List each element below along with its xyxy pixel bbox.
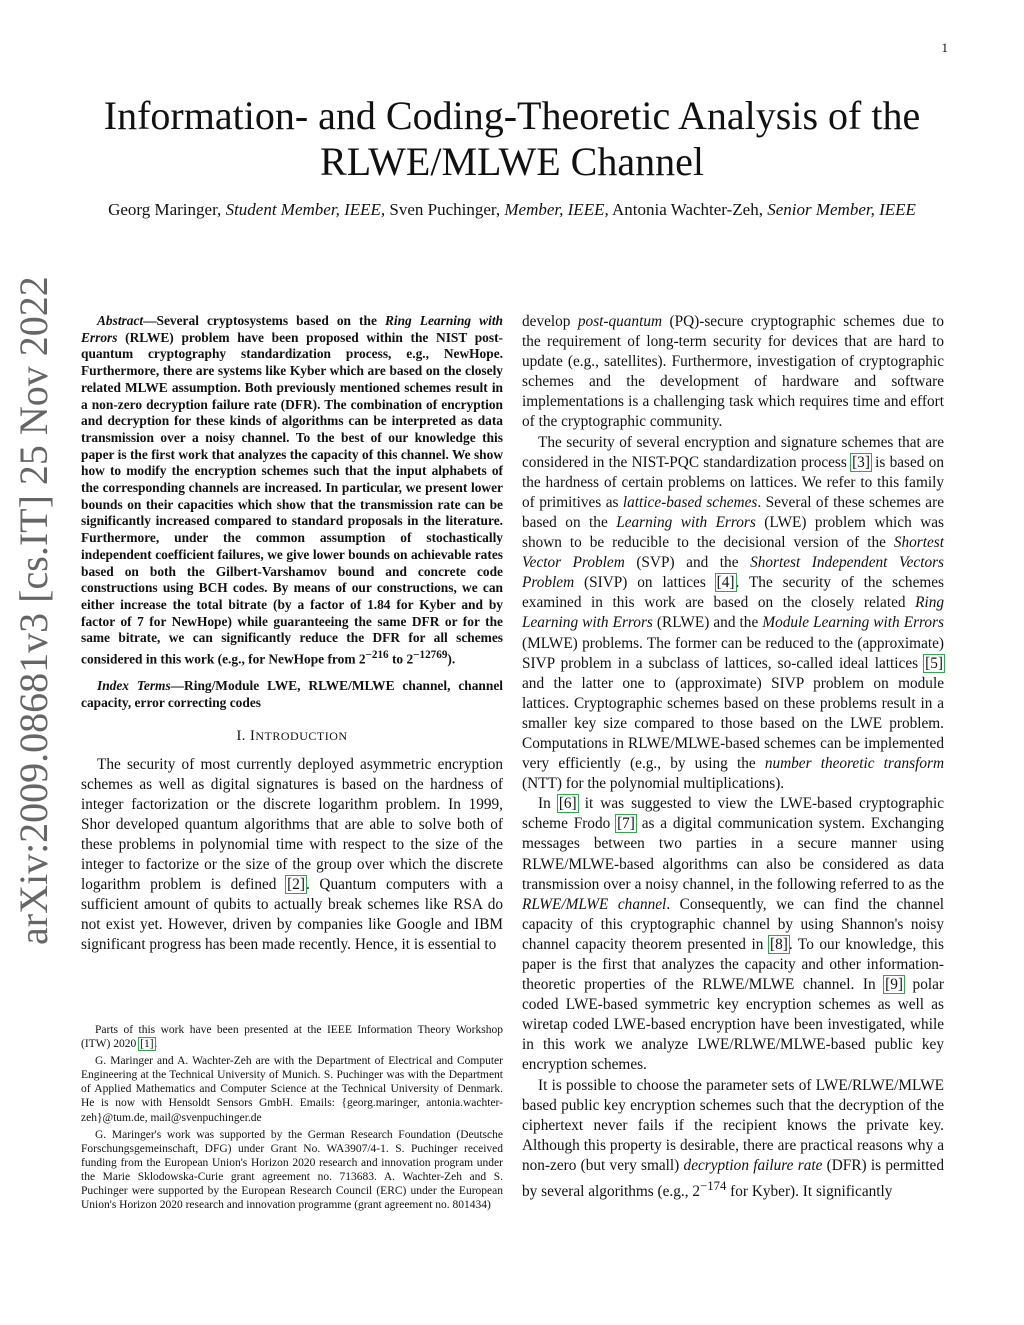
body-text: (RLWE) and the (652, 614, 763, 632)
citation-link[interactable]: [5] (925, 654, 943, 672)
body-text: . Consequently, we can find the channel capacity of this cryptographic channel by using Shannon's noisy channel capacity theorem presented in (522, 895, 944, 953)
section-title-rest: NTRODUCTION (255, 728, 348, 743)
body-text: develop (522, 313, 578, 330)
left-column (81, 313, 503, 956)
section-heading-introduction (81, 728, 503, 745)
index-terms-text: —Ring/Module LWE, RLWE/MLWE channel, channel capacity, error correcting codes (81, 678, 503, 710)
body-paragraph (522, 794, 944, 1075)
arxiv-identifier: arXiv:2009.08681v3 [cs.IT] 25 Nov 2022 (11, 276, 56, 945)
body-text: (SIVP) on lattices (574, 574, 716, 592)
abstract-text: —Several cryptosystems based on the (143, 313, 385, 328)
citation-link[interactable]: [7] (617, 815, 635, 833)
body-text: . To our knowledge, this paper is the first that analyzes the capacity and other information-theoretic properties of the RLWE/MLWE channel. In (522, 935, 944, 994)
body-text: . The security of the schemes examined in this work are based on the closely related (522, 574, 944, 612)
body-emphasis: Module Learning with Errors (762, 614, 944, 632)
citation-link[interactable]: [1] (140, 1038, 154, 1051)
citation-link[interactable]: [3] (852, 453, 870, 471)
body-text: is based on the hardness of certain problems on lattices. We refer to this family of primitives as (522, 453, 944, 511)
author-role: Senior Member, IEEE (767, 200, 916, 219)
body-text: (PQ)-secure cryptographic schemes due to the requirement of long-term security for devices that are hard to update (e.g., satellites). Furthermore, investigation of cryptographic schemes and the development of hardware and software implementations is a challenging task which requires time and effort of the cryptographic community. (522, 313, 944, 431)
paper-title: Information- and Coding-Theoretic Analysis of the RLWE/MLWE Channel (103, 93, 921, 184)
body-text: The security of most currently deployed asymmetric encryption schemes as well as digital signatures is based on the hardness of integer factorization or the discrete logarithm problem. In 1999, Shor developed quantum algorithms that are able to solve both of these problems in polynomial time with respect to the size of the integer to factorize or the size of the group over which the discrete logarithm problem is defined (81, 755, 503, 894)
footnote-text: Parts of this work have been presented at the IEEE Information Theory Workshop (ITW) 2020 (81, 1024, 503, 1051)
body-text: (DFR) is permitted by several algorithms (e.g., 2 (522, 1156, 944, 1201)
abstract-text: ). (447, 651, 456, 667)
author-name: Sven Puchinger, (385, 200, 505, 219)
abstract-exponent: −12769 (413, 649, 448, 662)
intro-paragraph (81, 755, 503, 956)
body-emphasis: Learning with Errors (616, 513, 756, 531)
author-role: Student Member, IEEE, (225, 200, 386, 219)
body-paragraph (522, 1076, 944, 1203)
body-emphasis: Ring Learning with Errors (522, 594, 944, 632)
footnote (81, 1023, 503, 1051)
index-terms (81, 678, 503, 711)
body-text: . Quantum computers with a sufficient amount of qubits to actually break schemes like RSA do not exist yet. However, driven by companies like Google and IBM significant progress has been made recently. Hence, it is essential to (81, 876, 503, 954)
body-exponent: −174 (700, 1179, 727, 1194)
body-emphasis: decryption failure rate (683, 1156, 823, 1174)
body-text: (LWE) problem which was shown to be reducible to the decisional version of the (522, 513, 944, 552)
author-role: Member, IEEE, (504, 200, 609, 219)
body-text: The security of several encryption and signature schemes that are considered in the NIST-PQC standardization process (522, 433, 944, 471)
citation-link[interactable]: [2] (287, 876, 305, 894)
body-emphasis: Shortest Vector Problem (522, 534, 944, 572)
body-emphasis: Shortest Independent Vectors Problem (522, 554, 944, 592)
section-title-initial: I (250, 727, 256, 744)
abstract-emphasis: Ring Learning with Errors (81, 313, 503, 345)
body-text: (SVP) and the (624, 554, 751, 572)
abstract-exponent: −216 (365, 649, 389, 662)
body-emphasis: number theoretic transform (764, 755, 944, 773)
body-text: for Kyber). It significantly (726, 1183, 893, 1201)
body-text: it was suggested to view the LWE-based cryptographic scheme Frodo (522, 795, 944, 833)
body-text: In (538, 795, 558, 813)
body-paragraph (522, 312, 944, 433)
right-column (522, 312, 944, 1202)
body-text: polar coded LWE-based symmetric key encryption schemes as well as wiretap coded LWE-based encryption have been investigated, while in this work we analyze LWE/RLWE/MLWE-based public key encryption schemes. (522, 976, 944, 1074)
author-name: Antonia Wachter-Zeh, (608, 200, 768, 219)
abstract-lead: Abstract (97, 313, 144, 328)
body-text: . Several of these schemes are based on the (522, 493, 944, 531)
body-text: It is possible to choose the parameter sets of LWE/RLWE/MLWE based public key encryption schemes such that the decryption of the ciphertext never fails if the recipient knows the private key. Although this property is desirable, there are practical reasons why a non-zero (but very small) (522, 1076, 944, 1174)
body-text: (NTT) for the polynomial multiplications). (522, 775, 785, 793)
abstract-text: (RLWE) problem have been proposed within the NIST post-quantum cryptography standardization process, e.g., NewHope. Furthermore, there are systems like Kyber which are based on the closely related MLWE assumption. Both previously mentioned schemes result in a non-zero decryption failure rate (DFR). The combination of encryption and decryption for these kinds of algorithms can be interpreted as data transmission over a noisy channel. To the best of our knowledge this paper is the first work that analyzes the capacity of this channel. We show how to modify the encryption schemes such that the input alphabets of the corresponding channels are increased. In particular, we present lower bounds on their capacities which show that the transmission rate can be significantly increased compared to standard proposals in the literature. Furthermore, under the common assumption of stochastically independent coefficient failures, we give lower bounds on achievable rates based on both the Gilbert-Varshamov bound and concrete code constructions using BCH codes. By means of our constructions, we can either increase the total bitrate (by a factor of 1.84 for Kyber and by factor of 7 for NewHope) while guaranteeing the same DFR or for the same bitrate, we can significantly reduce the DFR for all schemes considered in this work (e.g., for NewHope from 2 (81, 329, 503, 667)
author-name: Georg Maringer, (108, 200, 226, 219)
body-emphasis: lattice-based schemes (622, 493, 758, 511)
citation-link[interactable]: [9] (885, 976, 903, 994)
body-emphasis: post-quantum (577, 313, 663, 330)
citation-link[interactable]: [8] (769, 935, 788, 953)
footnote-text: . (154, 1038, 158, 1051)
body-emphasis: RLWE/MLWE channel (522, 895, 667, 913)
section-number: I. (236, 727, 251, 744)
abstract-text: to 2 (388, 651, 414, 667)
body-text: as a digital communication system. Exchanging messages between two parties in a secure manner using RLWE/MLWE-based algorithms can also be considered as data transmission over a noisy channel, in the following referred to as the (522, 815, 944, 893)
body-paragraph (522, 433, 944, 795)
abstract (81, 313, 503, 668)
footnotes (81, 1023, 503, 1215)
page-number: 1 (941, 40, 948, 55)
footnote: G. Maringer's work was supported by the German Research Foundation (Deutsche Forschungsgemeinschaft, DFG) under Grant No. WA3907/4-1. S. Puchinger received funding from the European Union's Horizon 2020 research and innovation program under the Marie Sklodowska-Curie grant agreement no. 713683. A. Wachter-Zeh and S. Puchinger were supported by the European Research Council (ERC) under the European Union's Horizon 2020 research and innovation programme (grant agreement no. 801434) (81, 1128, 503, 1212)
citation-link[interactable]: [4] (716, 574, 735, 592)
citation-link[interactable]: [6] (558, 795, 577, 813)
author-list (100, 199, 924, 221)
index-terms-lead: Index Terms (97, 678, 171, 694)
footnote: G. Maringer and A. Wachter-Zeh are with the Department of Electrical and Computer Engineering at the Technical University of Munich. S. Puchinger was with the Department of Applied Mathematics and Computer Science at the Technical University of Denmark. He is now with Hensoldt Sensors GmbH. Emails: {georg.maringer, antonia.wachter-zeh}@tum.de, mail@svenpuchinger.de (81, 1055, 503, 1124)
body-text: (MLWE) problems. The former can be reduced to the (approximate) SIVP problem in a subclass of lattices, so-called ideal lattices (522, 634, 944, 672)
body-text: and the latter one to (approximate) SIVP problem on module lattices. Cryptographic schemes based on these problems result in a smaller key size compared to those based on the LWE problem. Computations in RLWE/MLWE-based schemes can be implemented very efficiently (e.g., by using the (522, 674, 944, 773)
